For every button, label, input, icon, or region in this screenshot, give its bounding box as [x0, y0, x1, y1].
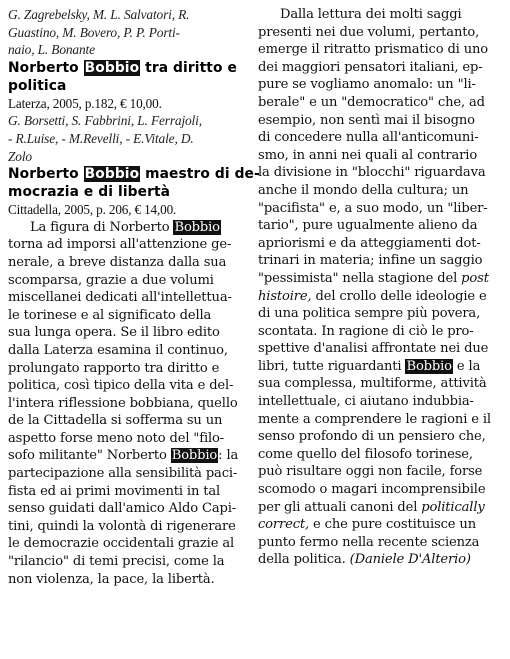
text-run: fista ed ai primi movimenti in tal: [8, 483, 221, 499]
text-run: per gli attuali canoni del: [258, 499, 422, 515]
book-2-title-line: mocrazia e di libertà: [8, 184, 171, 201]
text-run: apriorismi e da atteggiamenti dot-: [258, 235, 481, 251]
text-run: anche il mondo della cultura; un: [258, 182, 469, 198]
body-text-line: [258, 147, 502, 165]
text-run: e la: [452, 358, 481, 374]
bobbio-highlight: Bobbio: [171, 448, 218, 464]
book-2-publisher: Cittadella, 2005, p. 206, € 14,00.: [8, 202, 177, 218]
body-text-line: [8, 465, 248, 483]
book-2-authors-line: - R.Luise, - M.Revelli, - E.Vitale, D.: [8, 130, 194, 146]
book-1-authors-line: naio, L. Bonante: [8, 42, 95, 58]
text-run: prolungato rapporto tra diritto e: [8, 360, 220, 376]
text-run: La figura di Norberto: [30, 219, 174, 235]
body-text-line: [258, 41, 502, 59]
text-run: "pacifista" e, a suo modo, un "liber-: [258, 200, 488, 216]
body-text-line: [258, 217, 502, 235]
text-run: della politica.: [258, 552, 350, 568]
text-run: di una politica sempre più povera,: [258, 306, 481, 322]
body-text-line: [258, 481, 502, 499]
body-text-line: [8, 571, 248, 589]
body-text-line: [258, 76, 502, 94]
body-text-line: [8, 342, 248, 360]
right-body-text: [258, 6, 502, 569]
body-text-line: [8, 518, 248, 536]
body-text-line: [8, 412, 248, 430]
book-2-title-line: Norberto Bobbio maestro di de-: [8, 166, 260, 183]
body-text-line: [8, 395, 248, 413]
body-text-line: [258, 393, 502, 411]
right-column: [258, 6, 502, 569]
bobbio-highlight: Bobbio: [84, 59, 140, 76]
text-run: di concedere nulla all'anticomuni-: [258, 130, 479, 146]
text-run: libri, tutte riguardanti: [258, 358, 406, 374]
body-text-line: [258, 463, 502, 481]
italic-phrase: histoire,: [258, 288, 312, 304]
book-1-title-line: Norberto Bobbio tra diritto e: [8, 59, 237, 76]
body-text-line: [258, 340, 502, 358]
text-run: pure se vogliamo anomalo: un "li-: [258, 77, 476, 93]
body-text-line: [8, 236, 248, 254]
text-run: mente a comprendere le ragioni e il: [258, 411, 491, 427]
body-text-line: [258, 499, 502, 517]
book-1-authors-line: G. Zagrebelsky, M. L. Salvatori, R.: [8, 7, 190, 22]
text-run: sofo militante" Norberto: [8, 448, 171, 464]
text-run: scontata. In ragione di ciò le pro-: [258, 323, 474, 339]
body-text-line: [258, 288, 502, 306]
body-text-line: [258, 235, 502, 253]
body-text-line: [8, 500, 248, 518]
left-column: [8, 6, 260, 588]
body-text-line: [258, 94, 502, 112]
text-run: dalla Laterza esamina il continuo,: [8, 342, 228, 358]
body-text-line: [258, 323, 502, 341]
text-run: senso guidati dall'amico Aldo Capi-: [8, 501, 237, 517]
text-run: sua complessa, multiforme, attività: [258, 376, 487, 392]
text-run: come quello del filosofo torinese,: [258, 446, 473, 462]
body-text-line: [258, 182, 502, 200]
text-run: trinari in materia; infine un saggio: [258, 253, 483, 269]
body-text-line: [8, 324, 248, 342]
body-text-line: [258, 112, 502, 130]
text-run: scomodo o magari incomprensibile: [258, 482, 486, 498]
text-run: spettive d'analisi affrontate nei due: [258, 341, 489, 357]
text-run: intellettuale, ci aiutano indubbia-: [258, 394, 474, 410]
text-run: le democrazie occidentali grazie al: [8, 536, 235, 552]
body-text-line: [8, 447, 248, 465]
text-run: scomparsa, grazie a due volumi: [8, 272, 214, 288]
text-run: non violenza, la pace, la libertà.: [8, 571, 215, 587]
text-run: senso profondo di un pensiero che,: [258, 429, 486, 445]
bobbio-highlight: Bobbio: [406, 358, 452, 374]
text-run: punto fermo nella recente scienza: [258, 534, 480, 550]
body-text-line: [8, 553, 248, 571]
italic-phrase: correct,: [258, 517, 310, 533]
body-text-line: [258, 129, 502, 147]
body-text-line: [8, 289, 248, 307]
body-text-line: [8, 219, 248, 237]
text-run: "pessimista" nella stagione del: [258, 270, 462, 286]
book-1-authors-line: Guastino, M. Bovero, P. P. Porti-: [8, 24, 180, 40]
body-text-line: [258, 164, 502, 182]
book-1-title-line: politica: [8, 77, 67, 94]
italic-phrase: politically: [421, 499, 485, 515]
text-run: aspetto forse meno noto del "filo-: [8, 430, 225, 446]
book-2-authors-line: Zolo: [8, 148, 32, 164]
text-run: tini, quindi la volontà di rigenerare: [8, 518, 236, 534]
text-run: politica, così tipico della vita e del-: [8, 378, 234, 394]
text-run: nerale, a breve distanza dalla sua: [8, 254, 227, 270]
body-text-line: [258, 516, 502, 534]
body-text-line: [258, 305, 502, 323]
body-text-line: [258, 200, 502, 218]
text-run: dei maggiori pensatori italiani, ep-: [258, 59, 483, 75]
text-run: esempio, non sentì mai il bisogno: [258, 112, 475, 128]
text-run: l'intera riflessione bobbiana, quello: [8, 395, 238, 411]
body-text-line: [8, 430, 248, 448]
text-run: e che pure costituisce un: [309, 517, 476, 533]
text-run: può risultare oggi non facile, forse: [258, 464, 483, 480]
body-text-line: [258, 59, 502, 77]
text-run: partecipazione alla sensibilità paci-: [8, 466, 238, 482]
body-text-line: [8, 483, 248, 501]
text-run: le torinese e al significato della: [8, 307, 212, 323]
body-text-line: [258, 446, 502, 464]
text-run: "rilancio" di temi precisi, come la: [8, 554, 225, 570]
body-text-line: [258, 411, 502, 429]
text-run: miscellanei dedicati all'intellettua-: [8, 290, 232, 306]
body-text-line: [258, 6, 502, 24]
body-text-line: [8, 377, 248, 395]
body-text-line: [258, 534, 502, 552]
text-run: torna ad imporsi all'attenzione ge-: [8, 237, 232, 253]
text-run: berale" e un "democratico" che, ad: [258, 94, 485, 110]
book-2-authors-line: G. Borsetti, S. Fabbrini, L. Ferrajoli,: [8, 113, 202, 129]
body-text-line: [258, 252, 502, 270]
text-run: smo, in anni nei quali al contrario: [258, 147, 478, 163]
text-run: emerge il ritratto prismatico di uno: [258, 42, 489, 58]
book-1-publisher: Laterza, 2005, p.182, € 10,00.: [8, 95, 162, 111]
text-run: tario", pure ugualmente alieno da: [258, 218, 478, 234]
text-run: de la Cittadella si sofferma su un: [8, 413, 223, 429]
author-signature: (Daniele D'Alterio): [349, 552, 471, 568]
body-text-line: [258, 551, 502, 569]
italic-phrase: post: [461, 270, 489, 286]
text-run: sua lunga opera. Se il libro edito: [8, 325, 220, 341]
body-text-line: [8, 360, 248, 378]
text-run: : la: [218, 448, 239, 464]
text-run: presenti nei due volumi, pertanto,: [258, 24, 480, 40]
bobbio-highlight: Bobbio: [84, 166, 140, 183]
text-run: Dalla lettura dei molti saggi: [280, 7, 462, 22]
body-text-line: [258, 358, 502, 376]
body-text-line: [258, 375, 502, 393]
body-text-line: [258, 24, 502, 42]
book-2-entry: [8, 112, 260, 218]
body-text-line: [258, 270, 502, 288]
book-1-entry: [8, 6, 248, 112]
body-text-line: [8, 272, 248, 290]
body-text-line: [8, 307, 248, 325]
body-text-line: [258, 428, 502, 446]
text-run: del crollo delle ideologie e: [311, 288, 487, 304]
left-body-text: [8, 219, 248, 588]
bobbio-highlight: Bobbio: [174, 219, 220, 235]
body-text-line: [8, 535, 248, 553]
body-text-line: [8, 254, 248, 272]
text-run: la divisione in "blocchi" riguardava: [258, 165, 486, 181]
